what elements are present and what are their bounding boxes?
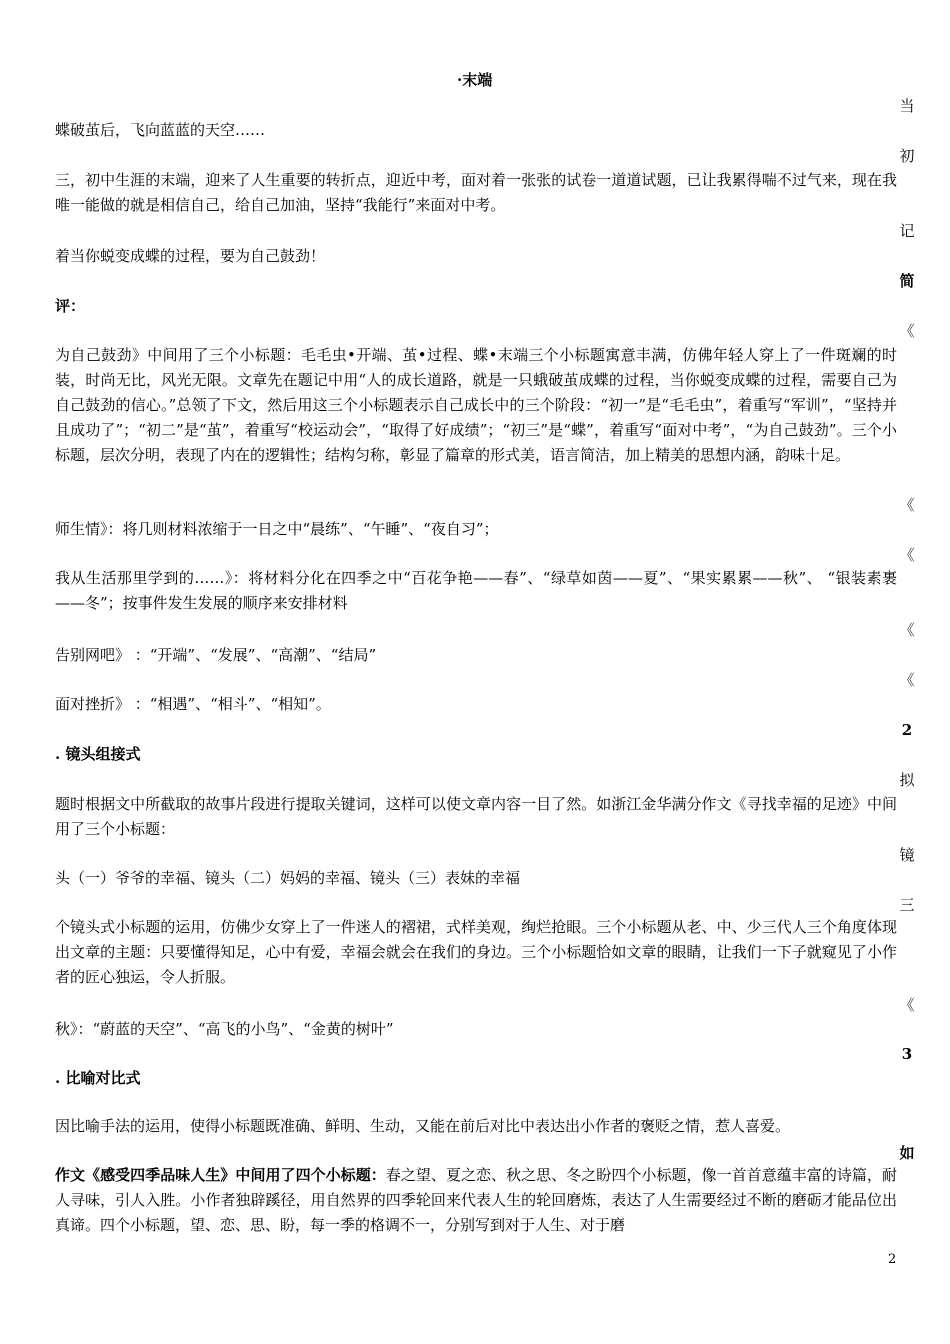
paragraph — [55, 1163, 897, 1238]
margin-char: 《 — [899, 546, 915, 564]
text-line: 头（一）爷爷的幸福、镜头（二）妈妈的幸福、镜头（三）表妹的幸福 — [55, 869, 521, 887]
text-line: 蝶破茧后，飞向蓝蓝的天空…… — [55, 121, 266, 139]
essay-title-lead: 作文《感受四季品味人生》中间用了四个小标题： — [55, 1166, 386, 1184]
text-line: 因比喻手法的运用，使得小标题既准确、鲜明、生动，又能在前后对比中表达出小作者的褒贬之情，惹人喜爱。 — [55, 1117, 791, 1135]
margin-char: 当 — [899, 97, 915, 115]
margin-char: 2 — [901, 721, 913, 739]
page-number: 2 — [888, 1252, 897, 1267]
margin-char: 3 — [901, 1045, 913, 1063]
review-label: 评： — [55, 297, 86, 315]
margin-char: 镜 — [899, 846, 915, 864]
section-heading: . 比喻对比式 — [55, 1069, 141, 1087]
margin-char: 三 — [899, 896, 915, 914]
margin-char: 《 — [899, 671, 915, 689]
margin-char: 拟 — [899, 771, 915, 789]
paragraph-text: 春之望、夏之恋、秋之思、冬之盼四个小标题，像一首首意蕴丰富的诗篇，耐人寻味，引人入胜。小作者独辟蹊径，用自然界的四季轮回来代表人生的轮回磨炼，表达了人生需要经过不断的磨砺才能品位出真谛。四个小标题，望、恋、思、盼，每一季的格调不一，分别写到对于人生、对于磨 — [55, 1166, 897, 1234]
section-heading: . 镜头组接式 — [55, 745, 141, 763]
margin-char: 《 — [899, 322, 915, 340]
paragraph: 为自己鼓劲》中间用了三个小标题：毛毛虫•开端、茧•过程、蝶•末端三个小标题寓意丰满，仿佛年轻人穿上了一件斑斓的时装，时尚无比，风光无限。文章先在题记中用“人的成长道路，就是一只蛾破茧成蝶的过程，当你蜕变成蝶的过程，需要自己为自己鼓劲的信心。”总领了下文，然后用这三个小标题表示自己成长中的三个阶段：“初一”是“毛毛虫”，着重写“军训”，“坚持并且成功了”；“初二”是“茧”，着重写“校运动会”，“取得了好成绩”；“初三”是“蝶”，着重写“面对中考”，“为自己鼓劲”。三个小标题，层次分明，表现了内在的逻辑性；结构匀称，彰显了篇章的形式美，语言简洁，加上精美的思想内涵，韵味十足。 — [55, 346, 897, 464]
text-line: 面对挫折》 ：“相遇”、“相斗”、“相知”。 — [55, 695, 331, 713]
text-line: 告别网吧》 ：“开端”、“发展”、“高潮”、“结局” — [55, 646, 377, 664]
margin-char: 简 — [899, 272, 915, 290]
paragraph: 我从生活那里学到的……》：将材料分化在四季之中“百花争艳——春”、“绿草如茵——夏”、“果实累累——秋”、 “银装素裹——冬”；按事件发生发展的顺序来安排材料 — [55, 569, 897, 612]
text-line: 秋》：“蔚蓝的天空”、“高飞的小鸟”、“金黄的树叶” — [55, 1020, 394, 1038]
margin-char: 记 — [899, 222, 915, 240]
margin-char: 《 — [899, 496, 915, 514]
margin-char: 《 — [899, 621, 915, 639]
section-title: ·末端 — [457, 71, 493, 89]
paragraph: 题时根据文中所截取的故事片段进行提取关键词，这样可以使文章内容一目了然。如浙江金华满分作文《寻找幸福的足迹》中间用了三个小标题： — [55, 795, 897, 838]
text-line: 着当你蜕变成蝶的过程，要为自己鼓劲！ — [55, 247, 326, 265]
paragraph: 三，初中生涯的末端，迎来了人生重要的转折点，迎近中考，面对着一张张的试卷一道道试题，已让我累得喘不过气来，现在我唯一能做的就是相信自己，给自己加油，坚持“我能行”来面对中考。 — [55, 171, 897, 214]
margin-char: 《 — [899, 996, 915, 1014]
paragraph: 个镜头式小标题的运用，仿佛少女穿上了一件迷人的褶裙，式样美观，绚烂抢眼。三个小标题从老、中、少三代人三个角度体现出文章的主题：只要懂得知足，心中有爱，幸福会就会在我们的身边。三个小标题恰如文章的眼睛，让我们一下子就窥见了小作者的匠心独运，令人折服。 — [55, 918, 897, 986]
text-line: 师生情》：将几则材料浓缩于一日之中“晨练”、“午睡”、“夜自习”； — [55, 520, 499, 538]
margin-char: 如 — [899, 1144, 915, 1162]
margin-char: 初 — [899, 147, 915, 165]
